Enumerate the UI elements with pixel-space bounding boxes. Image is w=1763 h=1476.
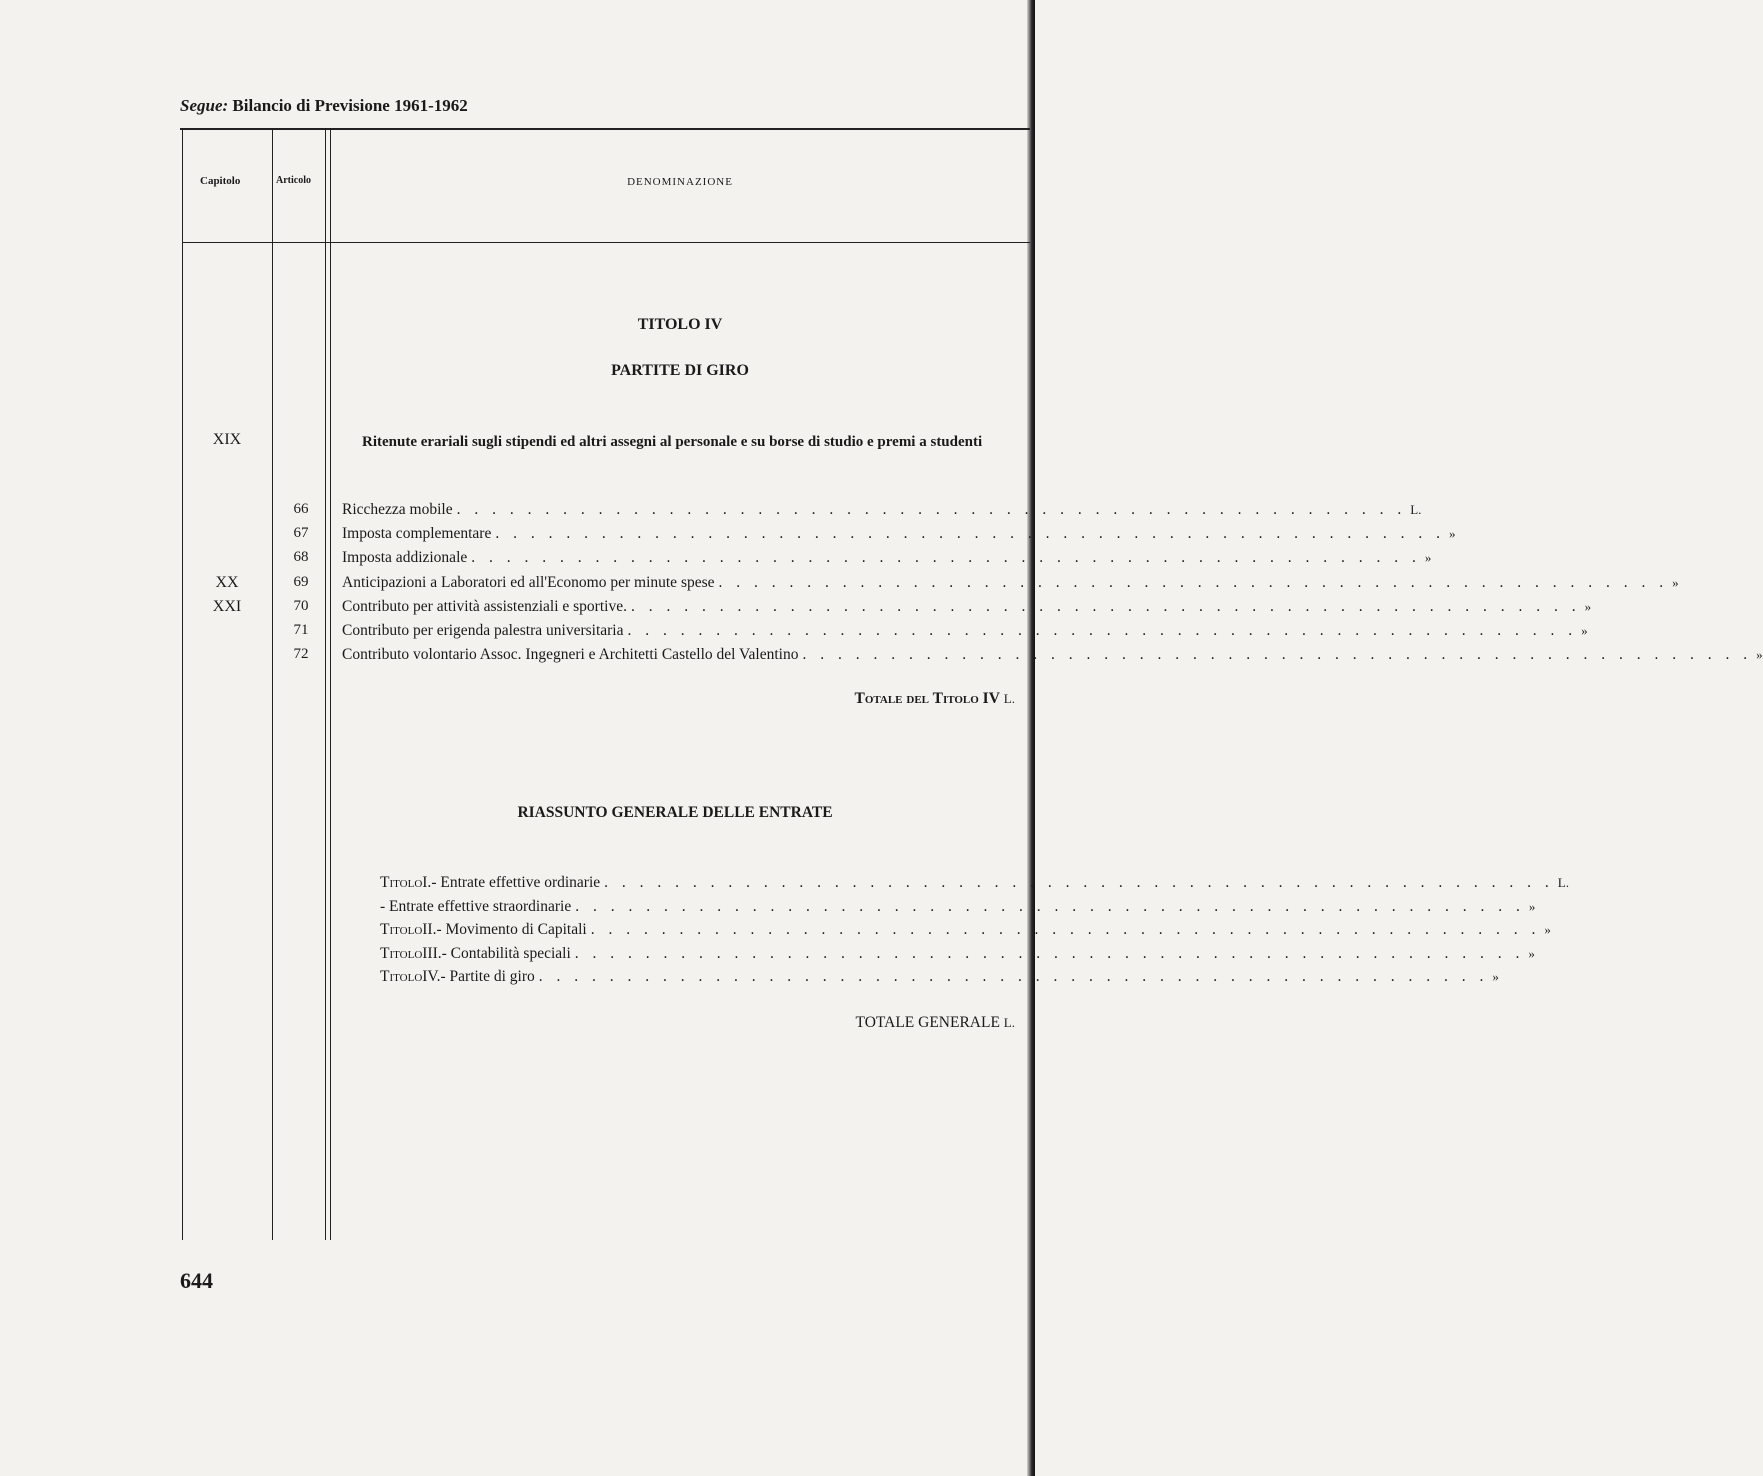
leader-dots: . . . . . . . . . . . . . . . . . . . . . . . . . . . . . . . . . . . . . . . . . . . . . . . . . . . . . .	[574, 944, 1525, 962]
riassunto-row	[380, 944, 1535, 963]
list-item	[342, 573, 1679, 592]
item-articolo: 68	[293, 549, 309, 566]
list-item	[342, 501, 1422, 519]
item-text: Contributo per erigenda palestra universitaria	[342, 622, 624, 639]
riassunto-unit: L.	[1557, 875, 1569, 890]
running-header	[180, 96, 468, 116]
col-denominazione: DENOMINAZIONE	[627, 176, 733, 188]
list-item	[342, 525, 1456, 543]
riassunto-text: - Entrate effettive ordinarie	[431, 874, 601, 891]
riassunto-titolo: Titolo	[380, 968, 423, 985]
leader-dots: . . . . . . . . . . . . . . . . . . . . . . . . . . . . . . . . . . . . . . . . . . . . . . . . . . . . . .	[630, 597, 1581, 615]
item-articolo: 71	[293, 622, 309, 638]
page-number: 644	[180, 1268, 213, 1293]
item-unit: »	[1424, 550, 1432, 566]
item-text: Anticipazioni a Laboratori ed all'Economo per minute spese	[342, 573, 715, 591]
table-left-rule	[182, 130, 183, 1240]
item-unit: »	[1756, 647, 1763, 663]
item-unit: »	[1672, 574, 1679, 590]
articolo-column-rule-a	[325, 130, 326, 1240]
list-item	[342, 549, 1432, 567]
item-text: Contributo per attività assistenziali e sportive.	[342, 597, 627, 615]
titolo-heading: TITOLO IV	[637, 316, 723, 333]
totale-titolo	[854, 690, 1015, 708]
list-item	[342, 622, 1588, 640]
page-edge-shadow	[1027, 0, 1035, 1476]
item-capitolo: XX	[215, 573, 239, 591]
riassunto-text: - Contabilità speciali	[441, 944, 571, 962]
header-segue: Segue:	[180, 96, 229, 115]
item-articolo: 67	[293, 525, 309, 542]
leader-dots: . . . . . . . . . . . . . . . . . . . . . . . . . . . . . . . . . . . . . . . . . . . . . . . . . . . . . .	[802, 646, 1753, 664]
leader-dots: . . . . . . . . . . . . . . . . . . . . . . . . . . . . . . . . . . . . . . . . . . . . . . . . . . . . . .	[495, 525, 1445, 543]
capitolo-column-rule	[272, 130, 273, 1240]
item-unit: »	[1448, 526, 1456, 542]
leader-dots: . . . . . . . . . . . . . . . . . . . . . . . . . . . . . . . . . . . . . . . . . . . . . . . . . . . . . .	[471, 549, 1421, 567]
riassunto-unit: »	[1528, 898, 1536, 914]
item-articolo: 66	[293, 501, 309, 517]
item-articolo: 72	[293, 646, 309, 663]
item-unit: L.	[1410, 502, 1422, 517]
riassunto-text: - Entrate effettive straordinarie	[380, 897, 572, 915]
riassunto-row	[380, 897, 1536, 916]
partite-heading: PARTITE DI GIRO	[611, 362, 749, 379]
leader-dots: . . . . . . . . . . . . . . . . . . . . . . . . . . . . . . . . . . . . . . . . . . . . . . . . . . . . . .	[538, 968, 1489, 985]
item-capitolo: XXI	[212, 597, 242, 615]
leader-dots: . . . . . . . . . . . . . . . . . . . . . . . . . . . . . . . . . . . . . . . . . . . . . . . . . . . . . .	[456, 501, 1407, 518]
riassunto-unit: »	[1492, 969, 1499, 984]
riassunto-titolo: Titolo	[380, 944, 423, 962]
totale-generale-label: TOTALE GENERALE	[855, 1014, 1000, 1031]
riassunto-row	[380, 968, 1499, 986]
list-item	[342, 646, 1763, 664]
item-articolo: 69	[293, 573, 309, 590]
totale-generale	[856, 1014, 1015, 1032]
totale-titolo-label: Totale del Titolo IV	[854, 690, 1000, 707]
list-item	[342, 597, 1592, 616]
riassunto-roman: III.	[422, 944, 442, 962]
header-title: Bilancio di Previsione 1961-1962	[232, 96, 468, 115]
item-unit: »	[1584, 598, 1592, 614]
riassunto-heading: RIASSUNTO GENERALE DELLE ENTRATE	[517, 804, 833, 821]
header-bottom-rule	[182, 242, 1030, 243]
riassunto-roman: IV.	[422, 968, 441, 985]
riassunto-row	[380, 921, 1551, 939]
totale-titolo-unit: L.	[1003, 691, 1015, 706]
leader-dots: . . . . . . . . . . . . . . . . . . . . . . . . . . . . . . . . . . . . . . . . . . . . . . . . . . . . . .	[718, 573, 1669, 591]
riassunto-text: - Movimento di Capitali	[436, 921, 587, 938]
leader-dots: . . . . . . . . . . . . . . . . . . . . . . . . . . . . . . . . . . . . . . . . . . . . . . . . . . . . . .	[604, 874, 1554, 891]
item-unit: »	[1581, 623, 1588, 638]
col-capitolo: Capitolo	[200, 175, 241, 187]
item-text: Imposta complementare	[342, 525, 492, 543]
riassunto-roman: I.	[422, 874, 432, 891]
leader-dots: . . . . . . . . . . . . . . . . . . . . . . . . . . . . . . . . . . . . . . . . . . . . . . . . . . . . . .	[627, 622, 1578, 639]
riassunto-titolo: Titolo	[380, 921, 423, 938]
item-text: Ricchezza mobile	[342, 501, 453, 518]
item-text: Contributo volontario Assoc. Ingegneri e Architetti Castello del Valentino	[342, 646, 799, 664]
leader-dots: . . . . . . . . . . . . . . . . . . . . . . . . . . . . . . . . . . . . . . . . . . . . . . . . . . . . . .	[575, 897, 1525, 915]
table-top-rule	[180, 128, 1030, 130]
totale-generale-unit: L.	[1003, 1015, 1015, 1030]
item-text: Imposta addizionale	[342, 549, 468, 567]
leader-dots: . . . . . . . . . . . . . . . . . . . . . . . . . . . . . . . . . . . . . . . . . . . . . . . . . . . . . .	[590, 921, 1541, 938]
riassunto-row	[380, 874, 1569, 892]
riassunto-roman: II.	[422, 921, 437, 938]
riassunto-text: - Partite di giro	[440, 968, 535, 985]
chapter-xix-description: Ritenute erariali sugli stipendi ed altri assegni al personale e su borse di studio e premi a studenti	[362, 434, 983, 450]
item-articolo: 70	[293, 597, 309, 614]
riassunto-titolo: Titolo	[380, 874, 423, 891]
col-articolo: Articolo	[276, 175, 311, 186]
chapter-xix-number: XIX	[212, 431, 242, 448]
articolo-column-rule-b	[330, 130, 331, 1240]
riassunto-unit: »	[1544, 922, 1551, 937]
riassunto-unit: »	[1528, 945, 1535, 961]
